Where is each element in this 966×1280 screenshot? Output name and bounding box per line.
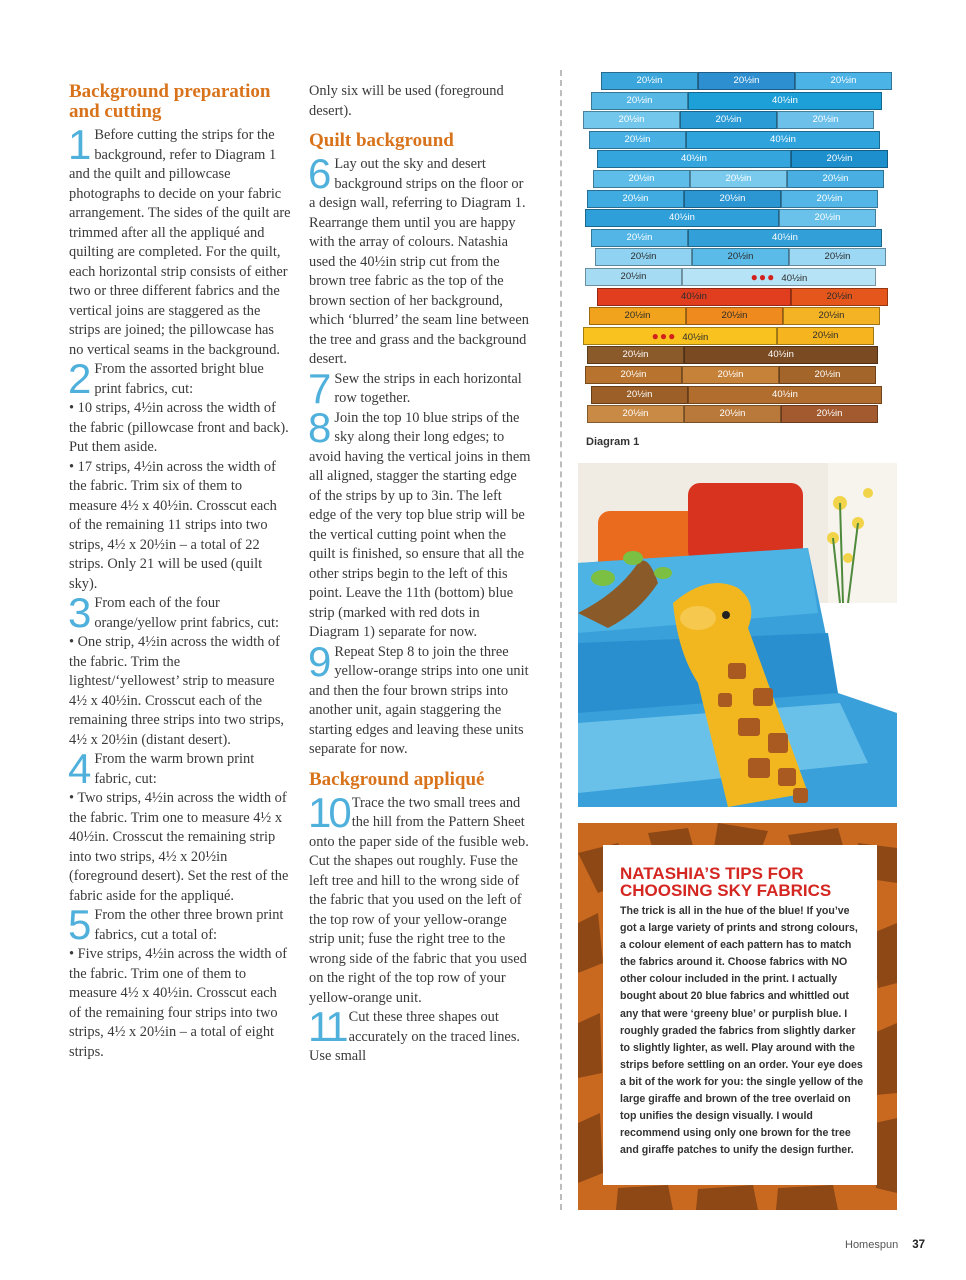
- diagram-strip: [585, 268, 682, 286]
- step-text: From each of the four orange/yellow print fabrics, cut:: [94, 595, 279, 631]
- tips-box: [603, 845, 877, 1185]
- strip-size-label: 20½in: [826, 290, 853, 302]
- step-4: [68, 745, 291, 792]
- diagram-row: [597, 288, 888, 306]
- steps-list: [68, 121, 291, 1062]
- step-3: [68, 589, 291, 636]
- diagram-strip: [587, 346, 684, 364]
- intro-text: Only six will be used (foreground desert).: [309, 83, 504, 119]
- strip-size-label: 20½in: [624, 133, 651, 145]
- bullet-item: [69, 789, 291, 906]
- diagram-strip: [686, 307, 783, 325]
- page-number: 37: [912, 1239, 925, 1251]
- strip-size-label: 40½in: [681, 290, 707, 302]
- step-number: 9: [308, 637, 332, 685]
- diagram-row: [585, 268, 876, 286]
- step-2: [68, 355, 291, 402]
- strip-size-label: 20½in: [620, 271, 647, 282]
- diagram-strip: [684, 405, 781, 423]
- column-middle: [309, 82, 531, 1067]
- diagram-strip: [779, 366, 876, 384]
- diagram-row: [587, 346, 878, 364]
- step-text: • Five strips, 4½in across the width of the fabric. Trim one of them to measure 4½ x 40½in. Crosscut each of the remaining four strips into two strips, 4½ x 20½in – a total of eight strips.: [69, 946, 288, 1060]
- strip-size-label: 20½in: [721, 310, 748, 322]
- diagram-strip: [777, 111, 874, 129]
- diagram-strip: [595, 248, 692, 266]
- diagram-strip: [787, 170, 884, 188]
- tips-body: The trick is all in the hue of the blue! If you’ve got a large variety of prints and strong colours, a colour element of each pattern has to match the fabrics around it. Choose fabrics with NO other colour included in the print. I actually bought about 20 blue fabrics and whittled out any that were ‘greeny blue’ or purplish blue. I roughly graded the fabrics from slightly darker to slightly lighter, as well. Play around with the strips before settling on an order. Your eye does a bit of the work for you: the single yellow of the large giraffe and brown of the tree overlaid on top unifies the design visually. I would recommend using only one brown for the tree and giraffe patches to unify the design further.: [620, 905, 864, 1157]
- strip-size-label: 40½in: [772, 231, 798, 243]
- step-9: [308, 637, 531, 760]
- diagram-strip: [591, 229, 688, 247]
- diagram-row: [591, 229, 882, 247]
- strip-size-label: 40½in: [669, 212, 695, 224]
- diagram-row: [587, 190, 878, 208]
- diagram-row: [585, 366, 876, 384]
- diagram-strip: [593, 170, 690, 188]
- step-text: • 10 strips, 4½in across the width of the fabric (pillowcase front and back). Put them aside.: [69, 400, 289, 455]
- step-10: [308, 788, 531, 1009]
- diagram-strip: [781, 405, 878, 423]
- step-number: 1: [68, 121, 92, 168]
- diagram-strip: [789, 248, 886, 266]
- strip-diagram: [583, 72, 893, 427]
- strip-size-label: 20½in: [830, 75, 857, 86]
- strip-size-label: 40½in: [768, 349, 794, 361]
- strip-size-label: 20½in: [715, 114, 742, 126]
- strip-size-label: 40½in: [682, 331, 709, 343]
- diagram-strip: [597, 150, 791, 168]
- step-text: Lay out the sky and desert background strips on the floor or a design wall, referring to Diagram 1. Rearrange them until you are happy with the array of colours. Natashia used the 40½in strip cut from the brown tree fabric as the top of the brown section of her background, which ‘blurred’ the seam line between the tree and grass and the background desert.: [309, 156, 529, 367]
- diagram-strip: [591, 92, 688, 110]
- diagram-strip: [682, 268, 876, 286]
- diagram-row: [597, 150, 888, 168]
- strip-size-label: 20½in: [630, 251, 657, 263]
- step-text: From the other three brown print fabrics, cut a total of:: [94, 907, 284, 943]
- strip-size-label: 20½in: [624, 310, 651, 322]
- diagram-strip: [589, 307, 686, 325]
- diagram-row: [583, 327, 874, 345]
- bullet-item: [69, 458, 291, 595]
- step-11: [308, 1003, 531, 1067]
- diagram-strip: [587, 405, 684, 423]
- strip-size-label: 20½in: [636, 75, 663, 86]
- diagram-strip: [686, 131, 880, 149]
- step-text: Repeat Step 8 to join the three yellow-orange strips into one unit and then the four brown strips into another unit, again staggering the starting edges and leaving these units separate for now.: [309, 643, 529, 757]
- step-7: [308, 364, 531, 412]
- diagram-strip: [684, 346, 878, 364]
- diagram-caption: Diagram 1: [586, 436, 640, 448]
- strip-size-label: 40½in: [681, 153, 707, 165]
- strip-size-label: 20½in: [717, 369, 744, 380]
- diagram-strip: [692, 248, 789, 266]
- diagram-strip: [597, 288, 791, 306]
- diagram-strip: [791, 288, 888, 306]
- step-6: [308, 150, 531, 370]
- magazine-name: Homespun: [845, 1239, 899, 1251]
- steps-list: [308, 150, 531, 760]
- diagram-row: [589, 131, 880, 149]
- strip-size-label: 20½in: [822, 173, 849, 184]
- strip-size-label: 40½in: [772, 94, 798, 106]
- diagram-strip: [684, 190, 781, 208]
- tips-heading: NATASHIA’S TIPS FOR CHOOSING SKY FABRICS: [620, 864, 832, 900]
- strip-size-label: 20½in: [812, 114, 839, 126]
- diagram-row: [587, 405, 878, 423]
- diagram-row: [593, 170, 884, 188]
- strip-size-label: 20½in: [622, 408, 649, 420]
- step-number: 8: [308, 403, 332, 451]
- strip-size-label: 20½in: [818, 310, 845, 322]
- diagram-row: [591, 92, 882, 110]
- step-text: • 17 strips, 4½in across the width of the fabric. Trim six of them to measure 4½ x 40½in. Crosscut each of the remaining 11 strips into two strips, 4½ x 20½in – a total of 22 strips. Only 21 will be used (quilt sky).: [69, 458, 277, 592]
- diagram-strip: [585, 366, 682, 384]
- step-number: 3: [68, 589, 92, 636]
- bullet-item: [69, 399, 291, 458]
- heading-background-preparation: Background preparation and cutting: [69, 81, 271, 122]
- diagram-strip: [795, 72, 892, 90]
- diagram-strip: [791, 150, 888, 168]
- strip-size-label: 20½in: [824, 251, 851, 263]
- quilt-photo: [578, 463, 897, 807]
- step-text: Sew the strips in each horizontal row together.: [334, 370, 522, 406]
- step-number: 7: [308, 364, 332, 412]
- diagram-strip: [589, 131, 686, 149]
- strip-size-label: 20½in: [626, 94, 653, 106]
- bullet-item: [69, 945, 291, 1062]
- bullet-item: [69, 633, 291, 750]
- diagram-strip: [688, 386, 882, 404]
- diagram-row: [591, 386, 882, 404]
- diagram-strip: [777, 327, 874, 345]
- red-dots-marker: ●●●: [750, 270, 776, 284]
- diagram-strip: [585, 209, 779, 227]
- strip-size-label: 20½in: [622, 349, 649, 361]
- strip-size-label: 40½in: [781, 273, 808, 284]
- step-text: Cut these three shapes out accurately on the traced lines. Use small: [309, 1009, 521, 1064]
- step-text: Trace the two small trees and the hill from the Pattern Sheet onto the paper side of the fusible web. Cut the shapes out roughly. Fuse the left tree and hill to the wrong side of the fabric that you used on the left of the top row of your yellow-orange strip unit; fuse the right tree to the wrong side of the fabric that you used on the right of the top row of your yellow-orange unit.: [309, 794, 529, 1006]
- step-number: 6: [308, 150, 332, 197]
- step-text: Join the top 10 blue strips of the sky along their long edges; to avoid having the vertical joins in them all aligned, stagger the starting edge of the strips by up to 3in. The left edge of the very top blue strip will be the vertical cutting point when the quilt is finished, so ensure that all the other strips begin to the left of this point. Leave the 11th (bottom) blue strip (marked with red dots in Diagram 1) separate for now.: [309, 409, 531, 640]
- step-number: 5: [68, 901, 92, 948]
- steps-list: [308, 788, 531, 1067]
- diagram-strip: [698, 72, 795, 90]
- diagram-strip: [587, 190, 684, 208]
- strip-size-label: 20½in: [626, 388, 653, 400]
- strip-size-label: 20½in: [626, 231, 653, 243]
- strip-size-label: 20½in: [826, 153, 853, 165]
- diagram-strip: [583, 111, 680, 129]
- heading-quilt-background: Quilt background: [309, 130, 454, 151]
- strip-size-label: 20½in: [812, 329, 839, 341]
- step-8: [308, 403, 531, 643]
- step-text: Before cutting the strips for the background, refer to Diagram 1 and the quilt and pillowcase photographs to decide on your fabric arrangement. The sides of the quilt are trimmed after all the appliqué and quilting are completed. For the quilt, each horizontal strip consists of either two or three different fabrics and the vertical joins are staggered as the strips are joined; the pillowcase has no vertical seams in the background.: [69, 127, 291, 358]
- dashed-divider: [560, 70, 562, 1210]
- step-text: • One strip, 4½in across the width of the fabric. Trim the lightest/‘yellowest’ strip to measure 4½ x 40½in. Crosscut each of the remaining three strips into two strips, 4½ x 20½in (distant desert).: [69, 634, 285, 748]
- diagram-row: [583, 111, 874, 129]
- diagram-strip: [688, 92, 882, 110]
- diagram-strip: [591, 386, 688, 404]
- diagram-strip: [783, 307, 880, 325]
- diagram-strip: [688, 229, 882, 247]
- red-dots-marker: ●●●: [651, 328, 677, 343]
- strip-size-label: 20½in: [628, 173, 655, 184]
- step-number: 11: [308, 1003, 346, 1050]
- diagram-strip: [781, 190, 878, 208]
- diagram-strip: [680, 111, 777, 129]
- page-footer: [845, 1239, 925, 1251]
- step-text: From the warm brown print fabric, cut:: [94, 751, 255, 787]
- strip-size-label: 20½in: [814, 369, 841, 380]
- strip-size-label: 20½in: [814, 212, 841, 224]
- step-1: [68, 121, 291, 360]
- strip-size-label: 40½in: [770, 133, 796, 145]
- strip-size-label: 20½in: [618, 114, 645, 126]
- step-5: [68, 901, 291, 948]
- step-number: 10: [308, 788, 349, 836]
- strip-size-label: 20½in: [816, 192, 843, 204]
- diagram-row: [595, 248, 886, 266]
- diagram-strip: [601, 72, 698, 90]
- strip-size-label: 20½in: [725, 173, 752, 184]
- diagram-strip: [779, 209, 876, 227]
- diagram-strip: [583, 327, 777, 345]
- column-left: [69, 82, 291, 1062]
- diagram-row: [589, 307, 880, 325]
- strip-size-label: 20½in: [622, 192, 649, 204]
- heading-background-applique: Background appliqué: [309, 768, 485, 790]
- step-number: 4: [68, 745, 92, 792]
- diagram-row: [601, 72, 892, 90]
- strip-size-label: 20½in: [620, 369, 647, 380]
- step-number: 2: [68, 355, 92, 402]
- strip-size-label: 20½in: [719, 192, 746, 204]
- strip-size-label: 20½in: [727, 251, 754, 263]
- diagram-strip: [690, 170, 787, 188]
- strip-size-label: 20½in: [816, 408, 843, 420]
- strip-size-label: 20½in: [719, 408, 746, 420]
- strip-size-label: 20½in: [733, 75, 760, 86]
- diagram-row: [585, 209, 876, 227]
- step-text: From the assorted bright blue print fabrics, cut:: [94, 361, 264, 397]
- strip-size-label: 40½in: [772, 388, 798, 400]
- diagram-strip: [682, 366, 779, 384]
- step-text: • Two strips, 4½in across the width of the fabric. Trim one to measure 4½ x 40½in. Crosscut the remaining strip into two strips, 4½ x 20½in (foreground desert). Set the rest of the fabric aside for the appliqué.: [69, 790, 289, 904]
